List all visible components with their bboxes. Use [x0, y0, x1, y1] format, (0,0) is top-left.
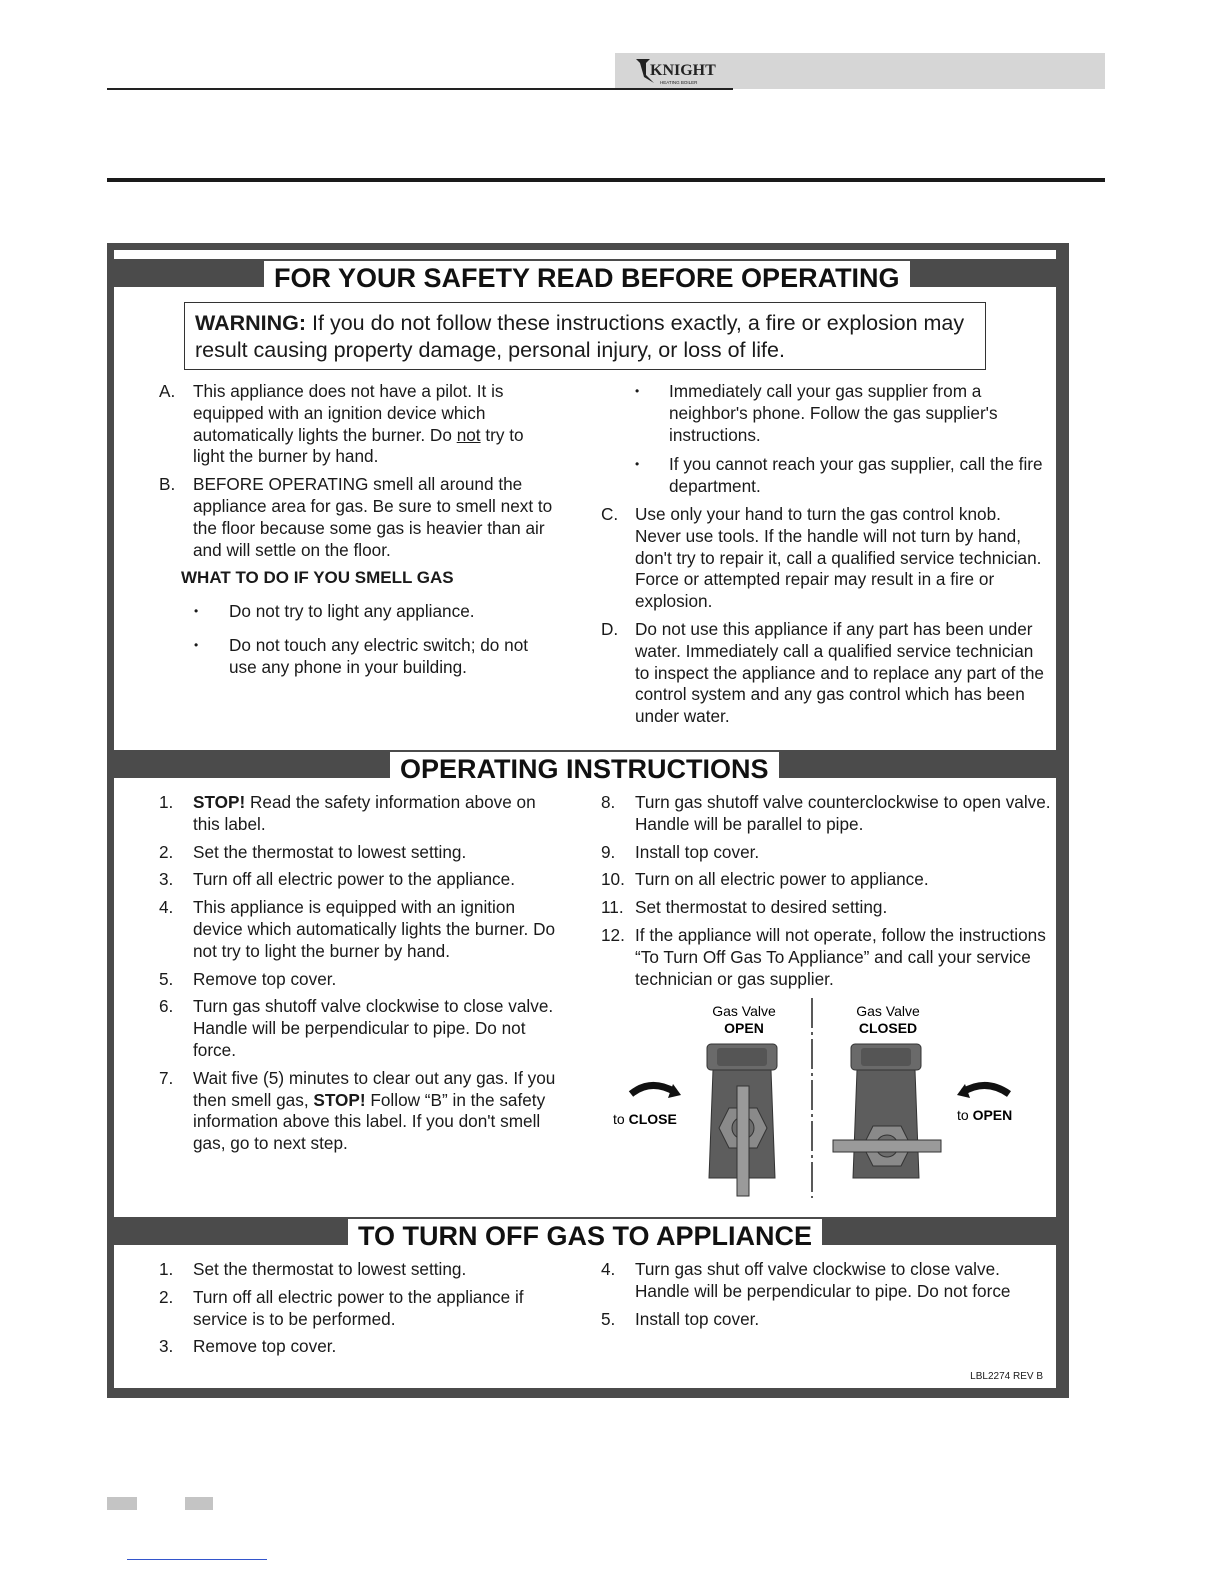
warning-text: If you do not follow these instructions exactly, a fire or explosion may result causing property damage, personal injury, or loss of life.: [195, 311, 965, 362]
operating-step: 2. Set the thermostat to lowest setting.: [159, 841, 467, 862]
safety-label: [107, 243, 1069, 1398]
safety-item: D. Do not use this appliance if any part has been under water. Immediately call a qualified service technician to inspect the appliance and to replace any part of the control system and any gas control which has been under water.: [601, 618, 1044, 727]
bullet-item: • Do not touch any electric switch; do not use any phone in your building.: [194, 634, 529, 677]
turnoff-step: 4. Turn gas shut off valve clockwise to close valve. Handle will be perpendicular to pipe. Do not force: [601, 1259, 1011, 1301]
operating-right-column: [601, 792, 1051, 996]
operating-left-column: [159, 792, 559, 1161]
knight-logo: [632, 55, 732, 87]
svg-text:CLOSED: CLOSED: [858, 1020, 918, 1036]
operating-step: 11. Set thermostat to desired setting.: [601, 897, 888, 918]
operating-step: 6. Turn gas shutoff valve clockwise to close valve. Handle will be perpendicular to pipe. Do not force.: [159, 996, 554, 1060]
operating-step: 12. If the appliance will not operate, follow the instructions “To Turn Off Gas To Appliance” and call your service technician or gas supplier.: [601, 924, 1046, 989]
svg-text:to OPEN: to OPEN: [957, 1107, 1013, 1123]
operating-band: [114, 742, 1056, 784]
turnoff-step: 1. Set the thermostat to lowest setting.: [159, 1259, 467, 1279]
operating-step: 8. Turn gas shutoff valve counterclockwise to open valve. Handle will be parallel to pipe.: [601, 792, 1051, 834]
safety-item: B. BEFORE OPERATING smell all around the appliance area for gas. Be sure to smell next to the floor because some gas is heavier than air and will settle on the floor.: [159, 474, 553, 560]
open-valve-illustration: [613, 1003, 777, 1196]
safety-band: [114, 251, 1056, 293]
bullet-item: • Do not try to light any appliance.: [194, 601, 475, 622]
safety-right-column: [601, 381, 1051, 734]
svg-text:OPEN: OPEN: [724, 1020, 764, 1036]
turnoff-left-column: [159, 1259, 559, 1364]
turnoff-step: 5. Install top cover.: [601, 1308, 760, 1329]
operating-step: 7. Wait five (5) minutes to clear out any gas. If you then smell gas, STOP! Follow “B” in the safety information above this label. If you don't smell gas, go to next step.: [159, 1067, 556, 1154]
operating-step: 4. This appliance is equipped with an ignition device which automatically lights the burner. Do not try to light the burner by hand.: [159, 897, 556, 961]
turnoff-step: 2. Turn off all electric power to the appliance if service is to be performed.: [159, 1286, 524, 1329]
smell-gas-heading: WHAT TO DO IF YOU SMELL GAS: [181, 568, 454, 588]
warning-label: WARNING:: [195, 311, 307, 335]
operating-step: 3. Turn off all electric power to the appliance.: [159, 869, 515, 890]
section-rule: [107, 178, 1105, 182]
page-tab-mark: [107, 1497, 137, 1510]
turnoff-right-column: [601, 1259, 1051, 1336]
page-tab-mark: [185, 1497, 213, 1510]
svg-text:to CLOSE: to CLOSE: [613, 1111, 677, 1127]
turnoff-title: TO TURN OFF GAS TO APPLIANCE: [348, 1219, 822, 1253]
brand-subtitle: HEATING BOILER: [660, 80, 698, 85]
turnoff-band: [114, 1209, 1056, 1251]
svg-text:Gas Valve: Gas Valve: [712, 1003, 776, 1019]
bullet-item: • Immediately call your gas supplier from a neighbor's phone. Follow the gas supplier's instructions.: [635, 381, 998, 445]
closed-valve-illustration: [833, 1003, 1012, 1178]
gas-valve-figure: [601, 998, 1056, 1198]
operating-step: 9. Install top cover.: [601, 841, 760, 862]
safety-item: A. This appliance does not have a pilot. It is equipped with an ignition device which automatically lights the burner. Do not try to light the burner by hand.: [159, 381, 524, 467]
safety-left-column: [159, 381, 559, 687]
operating-step: 10. Turn on all electric power to appliance.: [601, 869, 929, 890]
warning-box: [184, 302, 986, 370]
safety-item: C. Use only your hand to turn the gas control knob. Never use tools. If the handle will not turn by hand, don't try to repair it, call a qualified service technician. Force or attempted repair may result in a fire or explosion.: [601, 503, 1042, 612]
header-rule: [107, 88, 733, 90]
operating-title: OPERATING INSTRUCTIONS: [390, 752, 779, 786]
label-code: LBL2274 REV B: [970, 1371, 1043, 1382]
bullet-item: • If you cannot reach your gas supplier, call the fire department.: [635, 454, 1043, 497]
operating-step: 1. STOP! Read the safety information above on this label.: [159, 792, 536, 834]
footer-link-underline: [127, 1559, 267, 1560]
turnoff-step: 3. Remove top cover.: [159, 1336, 337, 1357]
operating-step: 5. Remove top cover.: [159, 968, 337, 989]
brand-wordmark: KNIGHT: [650, 62, 716, 79]
safety-title: FOR YOUR SAFETY READ BEFORE OPERATING: [264, 261, 910, 295]
svg-text:Gas Valve: Gas Valve: [856, 1003, 920, 1019]
